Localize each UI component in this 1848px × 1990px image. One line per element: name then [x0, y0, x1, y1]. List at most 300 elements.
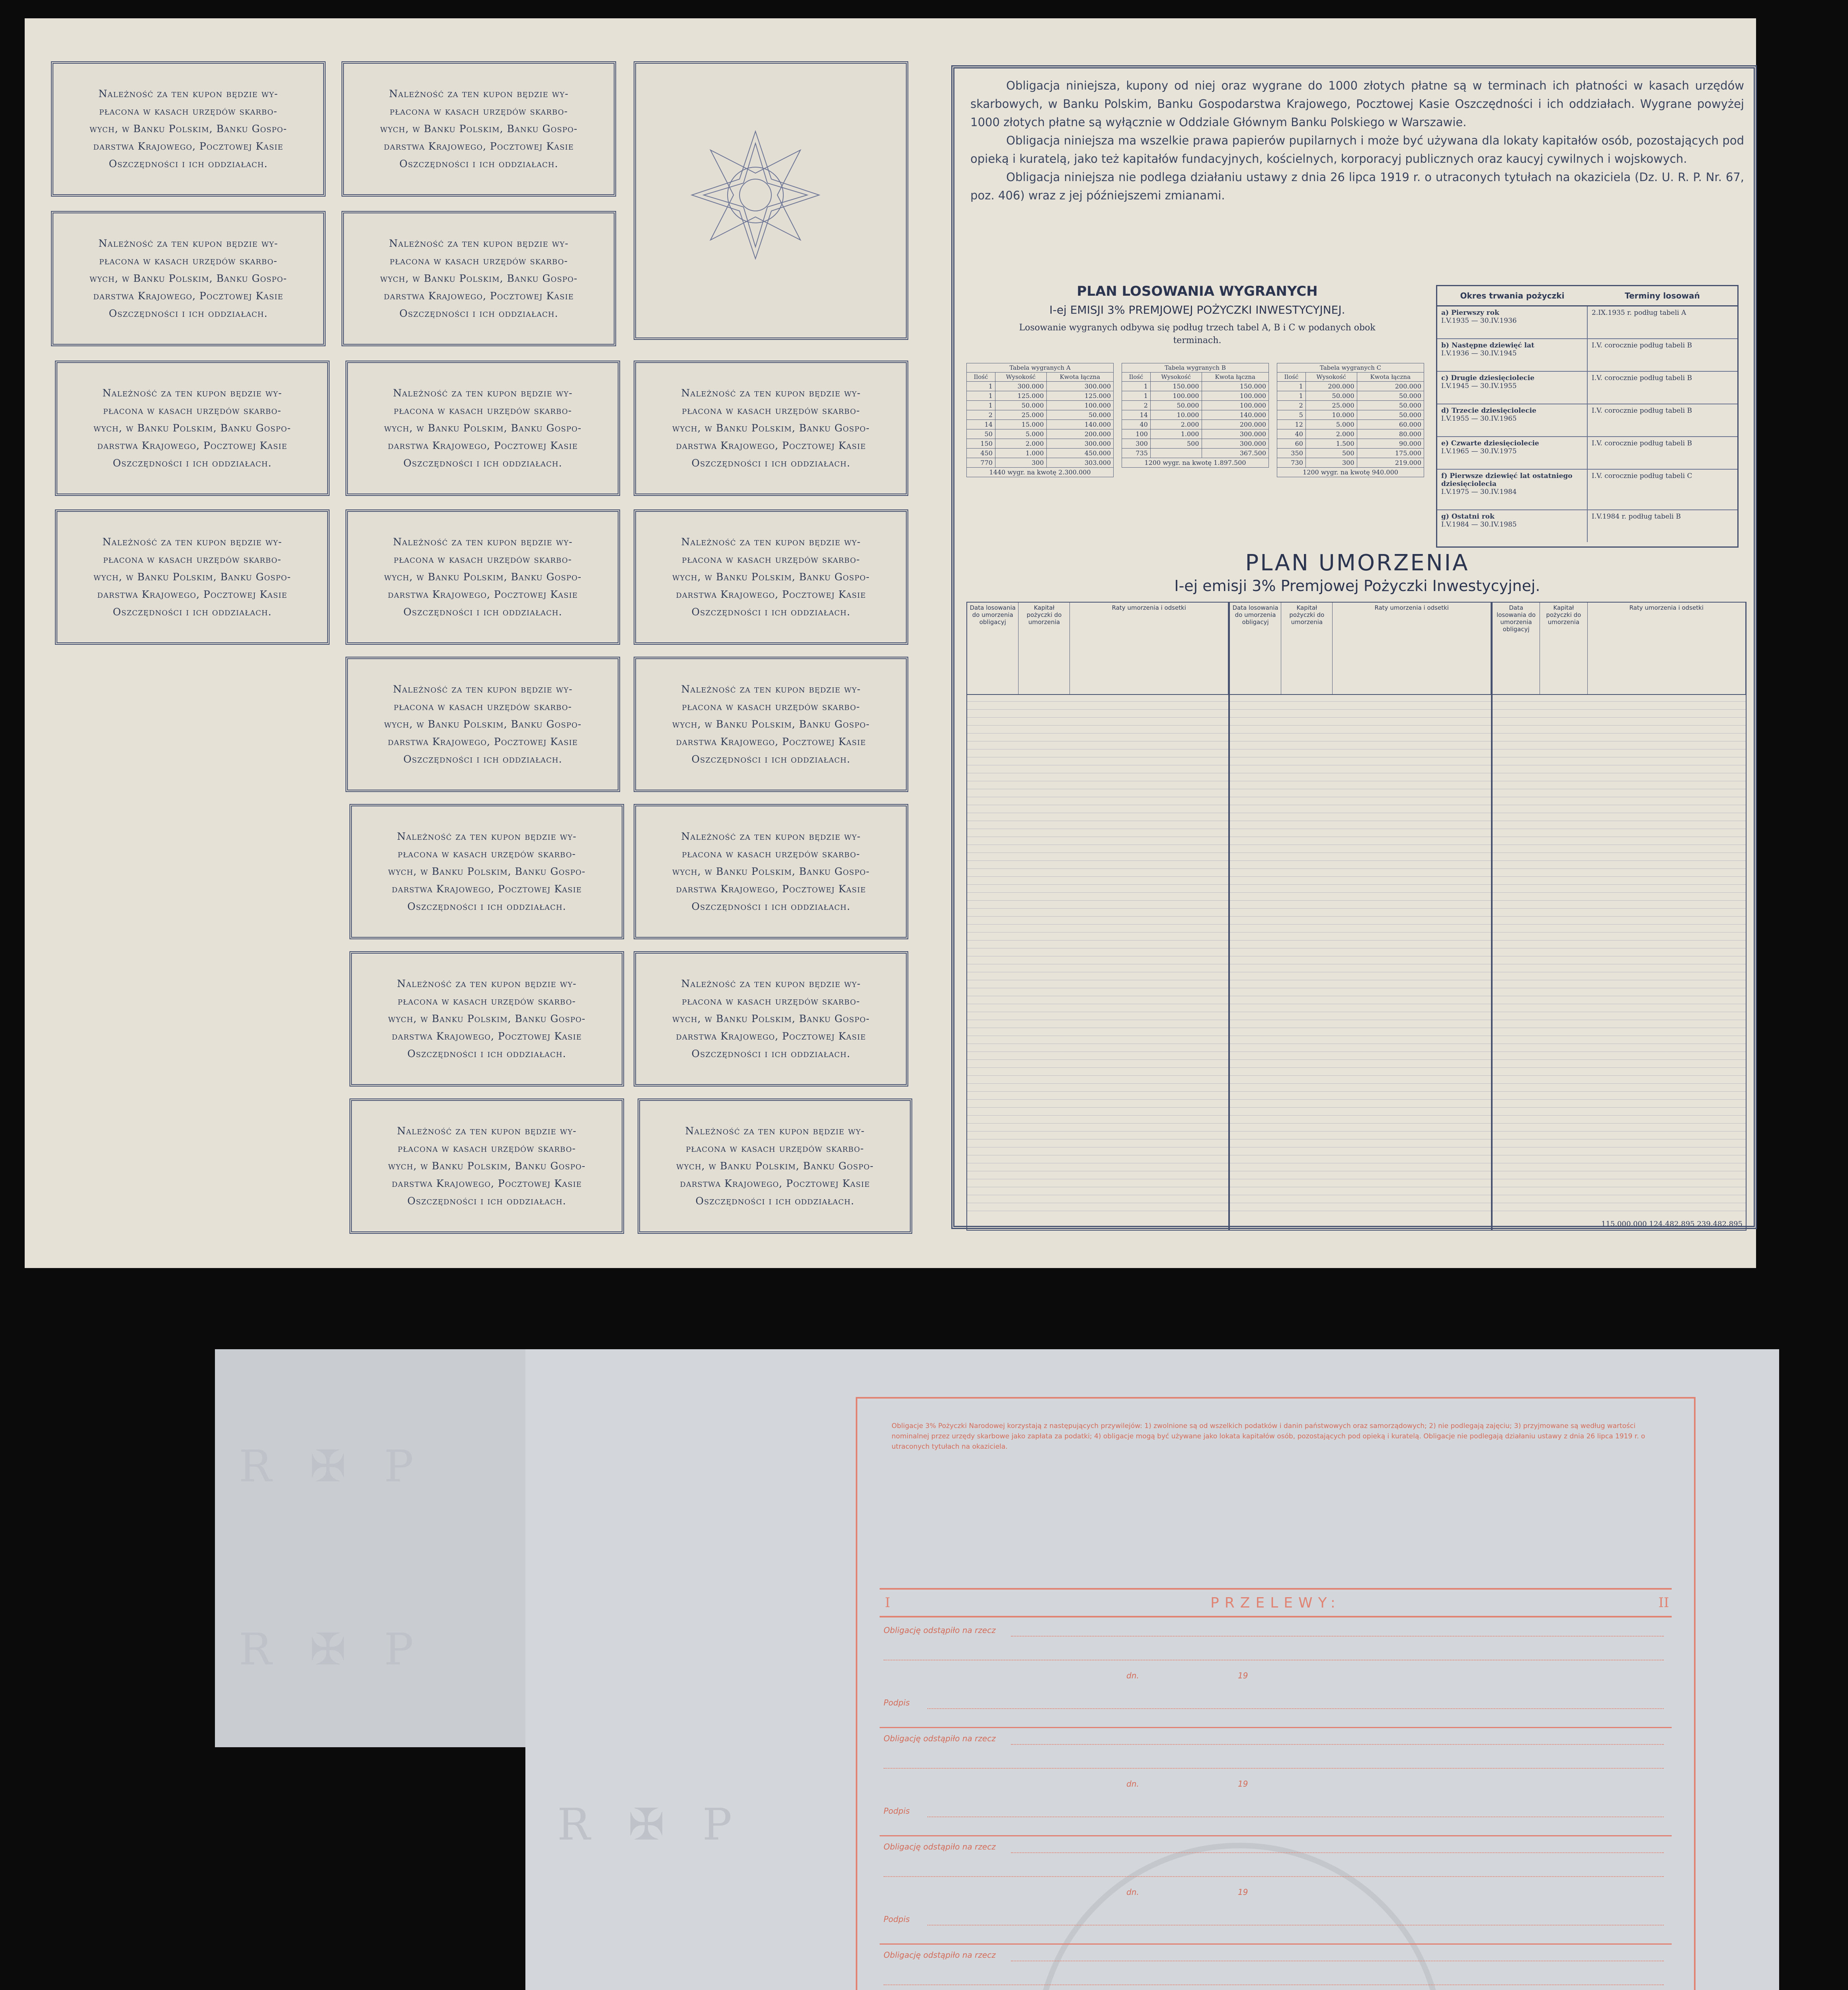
coupon	[349, 804, 624, 939]
coupon-line: wych, w Banku Polskim, Banku Gospo-	[676, 1160, 874, 1172]
table-cell: 2	[967, 410, 995, 420]
table-cell: 2	[1277, 401, 1306, 410]
table-cell: 300.000	[1202, 429, 1268, 439]
table-cell: 100	[1122, 429, 1151, 439]
table-footer: 1200 wygr. na kwotę 1.897.500	[1122, 458, 1269, 468]
table-cell: 219.000	[1357, 458, 1424, 468]
coupon-line: Oszczędności i ich oddziałach.	[691, 901, 851, 912]
coupon	[634, 361, 908, 496]
table-cell: 150.000	[1150, 382, 1202, 391]
coupon-line: płacona w kasach urzędów skarbo-	[99, 105, 277, 117]
table-cell: 1	[1277, 382, 1306, 391]
coupon-line: Oszczędności i ich oddziałach.	[691, 753, 851, 765]
table-cell: 150	[967, 439, 995, 449]
terms-paragraph: Obligacja niniejsza ma wszelkie prawa papierów pupilarnych i może być używana dla lokaty kapitałów osób, pozostających pod opieką i kuratelą, jako też kapitałów fundacyjnych, kościelnych, korporacyj publicznych oraz kaucyj cywilnych i wojskowych.	[970, 134, 1744, 166]
coupon-line: płacona w kasach urzędów skarbo-	[394, 701, 572, 712]
table-row	[1122, 449, 1269, 458]
table-cell: 1	[1122, 391, 1151, 401]
coupon-line: wych, w Banku Polskim, Banku Gospo-	[93, 571, 291, 583]
table-cell: 50.000	[1046, 410, 1113, 420]
period-terms: I.V. corocznie podług tabeli B	[1592, 439, 1692, 447]
period-terms: I.V. corocznie podług tabeli B	[1592, 341, 1692, 349]
coupon-line: płacona w kasach urzędów skarbo-	[686, 1143, 864, 1154]
table-cell: 5.000	[995, 429, 1046, 439]
coupon-line: darstwa Krajowego, Pocztowej Kasie	[388, 440, 578, 451]
schedule-row	[1437, 306, 1737, 339]
table-cell: 12	[1277, 420, 1306, 429]
table-row	[967, 449, 1114, 458]
coupon-line: Należność za ten kupon będzie wy-	[393, 536, 573, 548]
table-cell: 125.000	[1046, 391, 1113, 401]
coupon-line: Oszczędności i ich oddziałach.	[407, 901, 566, 912]
table-body	[1122, 382, 1269, 458]
table-cell: 50.000	[1357, 410, 1424, 420]
col-header: Kapitał pożyczki do umorzenia	[1540, 603, 1587, 694]
transfers-header	[880, 1588, 1672, 1617]
roman-numeral-right: II	[1658, 1595, 1669, 1611]
table-cell: 140.000	[1202, 410, 1268, 420]
table-row	[967, 439, 1114, 449]
col-header: Wysokość	[995, 373, 1046, 382]
table-cell: 500	[1150, 439, 1202, 449]
col-header: Data losowania do umorzenia obligacyj	[1493, 603, 1540, 694]
table-row	[1277, 449, 1424, 458]
col-header: Kapitał pożyczki do umorzenia	[1019, 603, 1070, 694]
coupon	[341, 61, 616, 197]
coupon-line: Oszczędności i ich oddziałach.	[113, 606, 272, 618]
coupon-line: wych, w Banku Polskim, Banku Gospo-	[672, 571, 870, 583]
table-cell: 14	[1122, 410, 1151, 420]
table-cell: 303.000	[1046, 458, 1113, 468]
coupon-line: darstwa Krajowego, Pocztowej Kasie	[392, 1178, 582, 1189]
terms-paragraph: Obligacja niniejsza, kupony od niej oraz wygrane do 1000 złotych płatne są w terminach ich płatności w kasach urzędów skarbowych, w Banku Polskim, Banku Gospodarstwa Krajowego, Pocztowej Kasie Oszczędności i ich oddziałach. Wygrane powyżej 1000 złotych płatne są wyłącznie w Oddziale Głównym Banku Polskiego w Warszawie.	[970, 79, 1744, 129]
watermark: R ✠ P	[557, 1799, 744, 1850]
coupon-line: darstwa Krajowego, Pocztowej Kasie	[388, 589, 578, 600]
assign-label: Obligację odstąpiło na rzecz	[884, 1625, 996, 1635]
coupon-line: darstwa Krajowego, Pocztowej Kasie	[392, 883, 582, 895]
coupon	[345, 361, 620, 496]
table-cell: 100.000	[1150, 391, 1202, 401]
table-row	[1122, 439, 1269, 449]
table-cell: 40	[1122, 420, 1151, 429]
coupon-line: Należność za ten kupon będzie wy-	[397, 978, 577, 989]
table-title: Tabela wygranych B	[1122, 363, 1269, 373]
coupon-line: płacona w kasach urzędów skarbo-	[390, 255, 568, 267]
prize-table-b	[1122, 363, 1269, 468]
table-row	[967, 382, 1114, 391]
coupon-line: Oszczędności i ich oddziałach.	[399, 158, 558, 170]
col-header: Data losowania do umorzenia obligacyj	[967, 603, 1019, 694]
table-cell: 450.000	[1046, 449, 1113, 458]
privileges-notice: Obligacje 3% Pożyczki Narodowej korzystają z następujących przywilejów: 1) zwolnione są od wszelkich podatków i danin państwowych oraz samorządowych; 2) nie podlegają zajęciu; 3) przyjmowane są według wartości nominalnej przez urzędy skarbowe jako zapłata za podatki; 4) obligacje mogą być używane jako lokata kapitałów osób, pozostających pod opieką i kuratelą. Obligacje nie podlegają działaniu ustawy z dnia 26 lipca 1919 r. o utraconych tytułach na okaziciela.	[892, 1422, 1645, 1451]
table-cell: 200.000	[1046, 429, 1113, 439]
table-body	[1277, 382, 1424, 468]
period-name: e) Czwarte dziesięciolecie	[1441, 439, 1539, 447]
coupon-line: Należność za ten kupon będzie wy-	[389, 88, 569, 100]
coupon-line: Należność za ten kupon będzie wy-	[681, 978, 861, 989]
period-range: I.V.1975 — 30.IV.1984	[1441, 488, 1517, 496]
coupon-line: wych, w Banku Polskim, Banku Gospo-	[93, 422, 291, 434]
table-cell: 300	[1122, 439, 1151, 449]
col-header: Raty umorzenia i odsetki	[1333, 603, 1491, 694]
amortization-column	[966, 602, 1229, 1231]
coupon-line: Oszczędności i ich oddziałach.	[691, 457, 851, 469]
table-cell: 50.000	[995, 401, 1046, 410]
bond-terms-panel	[951, 65, 1757, 1229]
coupon-line: płacona w kasach urzędów skarbo-	[682, 848, 860, 860]
table-row	[1277, 382, 1424, 391]
entry-line	[884, 1768, 1664, 1769]
table-cell: 60.000	[1357, 420, 1424, 429]
coupon-line: darstwa Krajowego, Pocztowej Kasie	[676, 589, 866, 600]
coupon-line: płacona w kasach urzędów skarbo-	[682, 405, 860, 416]
coupon	[51, 211, 326, 346]
table-cell: 25.000	[995, 410, 1046, 420]
coupon-line: płacona w kasach urzędów skarbo-	[398, 1143, 576, 1154]
signature-label: Podpis	[884, 1914, 910, 1924]
col-header: Kapitał pożyczki do umorzenia	[1281, 603, 1333, 694]
coupon-line: płacona w kasach urzędów skarbo-	[682, 701, 860, 712]
coupon	[55, 509, 330, 645]
coupon	[634, 657, 908, 792]
coupon-line: wych, w Banku Polskim, Banku Gospo-	[388, 1160, 586, 1172]
watermark: R ✠ P	[239, 1441, 425, 1492]
table-cell: 200.000	[1306, 382, 1357, 391]
year-label: 19	[1238, 1887, 1248, 1897]
coupon-line: Oszczędności i ich oddziałach.	[399, 308, 558, 319]
period-name: a) Pierwszy rok	[1441, 309, 1499, 317]
coupon-line: wych, w Banku Polskim, Banku Gospo-	[672, 1013, 870, 1024]
table-cell: 5.000	[1306, 420, 1357, 429]
losowanie-note: Losowanie wygranych odbywa się podług trzech tabel A, B i C w podanych obok terminach.	[1019, 323, 1376, 345]
table-cell: 1	[1277, 391, 1306, 401]
coupon	[341, 211, 616, 346]
period-range: I.V.1965 — 30.IV.1975	[1441, 447, 1517, 455]
transfer-entry	[880, 1620, 1672, 1728]
table-row	[1277, 410, 1424, 420]
amortization-column	[1492, 602, 1747, 1231]
table-cell: 200.000	[1202, 420, 1268, 429]
drawing-schedule-table	[1436, 285, 1739, 548]
coupon-line: darstwa Krajowego, Pocztowej Kasie	[680, 1178, 870, 1189]
table-row	[967, 420, 1114, 429]
table-row	[967, 401, 1114, 410]
table-row	[1277, 391, 1424, 401]
coupon-line: Oszczędności i ich oddziałach.	[109, 308, 268, 319]
period-name: b) Następne dziewięć lat	[1441, 341, 1534, 349]
schedule-row	[1437, 510, 1737, 542]
schedule-row	[1437, 404, 1737, 437]
guilloche-rosette-panel	[634, 61, 908, 340]
coupon-line: Należność za ten kupon będzie wy-	[397, 1125, 577, 1137]
period-name: g) Ostatni rok	[1441, 513, 1495, 521]
schedule-row	[1437, 372, 1737, 404]
terms-paragraph: Obligacja niniejsza nie podlega działaniu ustawy z dnia 26 lipca 1919 r. o utraconych tytułach na okaziciela (Dz. U. R. P. Nr. 67, poz. 406) wraz z jej późniejszemi zmianami.	[970, 170, 1744, 202]
table-cell: 1.000	[1150, 429, 1202, 439]
signature-line[interactable]	[927, 1925, 1664, 1926]
period-name: d) Trzecie dziesięciolecie	[1441, 407, 1536, 415]
period-terms: I.V. corocznie podług tabeli B	[1592, 374, 1692, 382]
umorzenie-title: PLAN UMORZENIA	[1245, 550, 1469, 576]
table-cell: 5	[1277, 410, 1306, 420]
table-cell: 2	[1122, 401, 1151, 410]
date-label: dn.	[1126, 1671, 1139, 1680]
losowanie-subtitle: I-ej EMISJI 3% PREMJOWEJ POŻYCZKI INWESTYCYJNEJ.	[1049, 303, 1345, 316]
coupon-line: Oszczędności i ich oddziałach.	[113, 457, 272, 469]
table-cell: 1	[967, 382, 995, 391]
table-cell: 60	[1277, 439, 1306, 449]
table-row	[1122, 401, 1269, 410]
coupon-line: Należność za ten kupon będzie wy-	[102, 387, 282, 399]
coupon-line: Oszczędności i ich oddziałach.	[403, 753, 562, 765]
coupon-line: płacona w kasach urzędów skarbo-	[398, 995, 576, 1007]
col-header: Ilość	[1122, 373, 1151, 382]
period-range: I.V.1945 — 30.IV.1955	[1441, 382, 1517, 390]
schedule-row	[1437, 437, 1737, 470]
coupon-line: darstwa Krajowego, Pocztowej Kasie	[97, 440, 287, 451]
coupon-line: płacona w kasach urzędów skarbo-	[394, 554, 572, 565]
table-cell: 140.000	[1046, 420, 1113, 429]
table-cell: 25.000	[1306, 401, 1357, 410]
coupon-line: wych, w Banku Polskim, Banku Gospo-	[388, 866, 586, 877]
schedule-row	[1437, 339, 1737, 372]
table-cell: 125.000	[995, 391, 1046, 401]
umorzenie-subtitle: I-ej emisji 3% Premjowej Pożyczki Inwestycyjnej.	[1174, 577, 1540, 595]
table-cell: 15.000	[995, 420, 1046, 429]
col-header: Kwota łączna	[1046, 373, 1113, 382]
table-cell: 1.500	[1306, 439, 1357, 449]
coupon-line: wych, w Banku Polskim, Banku Gospo-	[384, 718, 582, 730]
table-cell: 10.000	[1150, 410, 1202, 420]
coupon-line: darstwa Krajowego, Pocztowej Kasie	[388, 736, 578, 747]
prize-table-c	[1277, 363, 1424, 477]
coupon-line: Oszczędności i ich oddziałach.	[403, 606, 562, 618]
period-terms: I.V. corocznie podług tabeli B	[1592, 407, 1692, 415]
coupon-line: wych, w Banku Polskim, Banku Gospo-	[672, 718, 870, 730]
table-cell: 300.000	[995, 382, 1046, 391]
table-row	[1277, 429, 1424, 439]
coupon-line: wych, w Banku Polskim, Banku Gospo-	[672, 866, 870, 877]
cut-out-area	[215, 1747, 525, 1990]
table-title: Tabela wygranych C	[1277, 363, 1424, 373]
table-cell: 200.000	[1357, 382, 1424, 391]
table-row	[1122, 382, 1269, 391]
table-cell	[1150, 449, 1202, 458]
coupon	[634, 951, 908, 1087]
table-row	[1277, 439, 1424, 449]
table-cell: 770	[967, 458, 995, 468]
table-cell: 2.000	[995, 439, 1046, 449]
period-terms: I.V.1984 r. podług tabeli B	[1592, 513, 1681, 521]
coupon-line: darstwa Krajowego, Pocztowej Kasie	[93, 290, 283, 302]
coupon-line: wych, w Banku Polskim, Banku Gospo-	[380, 123, 578, 135]
coupon-line: Należność za ten kupon będzie wy-	[685, 1125, 865, 1137]
coupon-line: darstwa Krajowego, Pocztowej Kasie	[676, 736, 866, 747]
coupon-line: płacona w kasach urzędów skarbo-	[394, 405, 572, 416]
signature-label: Podpis	[884, 1806, 910, 1816]
period-name: f) Pierwsze dziewięć lat ostatniego dziesięciolecia	[1441, 472, 1573, 488]
coupon-line: Należność za ten kupon będzie wy-	[98, 238, 278, 249]
coupon-line: Należność za ten kupon będzie wy-	[681, 831, 861, 842]
assign-label: Obligację odstąpiło na rzecz	[884, 1950, 996, 1960]
period-range: I.V.1935 — 30.IV.1936	[1441, 317, 1517, 325]
terms-text	[970, 76, 1744, 205]
table-cell: 50.000	[1357, 401, 1424, 410]
amortization-total: 115.000.000 124.482.895 239.482.895	[1601, 1220, 1743, 1228]
coupon	[349, 1098, 624, 1234]
year-label: 19	[1238, 1779, 1248, 1789]
table-cell: 300.000	[1046, 439, 1113, 449]
coupon	[349, 951, 624, 1087]
period-range: I.V.1984 — 30.IV.1985	[1441, 521, 1517, 529]
table-cell: 100.000	[1202, 391, 1268, 401]
coupon-line: Należność za ten kupon będzie wy-	[102, 536, 282, 548]
table-cell: 14	[967, 420, 995, 429]
coupon-line: darstwa Krajowego, Pocztowej Kasie	[384, 290, 574, 302]
col-header: Kwota łączna	[1202, 373, 1268, 382]
table-rows	[967, 696, 1228, 1214]
table-rows	[1493, 696, 1746, 1214]
entry-line	[884, 1876, 1664, 1877]
losowanie-title: PLAN LOSOWANIA WYGRANYCH	[1077, 283, 1318, 299]
transfer-entry	[880, 1945, 1672, 1990]
table-cell: 10.000	[1306, 410, 1357, 420]
coupon-line: Oszczędności i ich oddziałach.	[403, 457, 562, 469]
col-header: Okres trwania pożyczki	[1460, 291, 1565, 300]
coupon-line: wych, w Banku Polskim, Banku Gospo-	[380, 273, 578, 284]
coupon-line: płacona w kasach urzędów skarbo-	[682, 995, 860, 1007]
table-cell: 735	[1122, 449, 1151, 458]
coupon-line: darstwa Krajowego, Pocztowej Kasie	[676, 1030, 866, 1042]
coupon-line: Należność za ten kupon będzie wy-	[681, 536, 861, 548]
schedule-row	[1437, 470, 1737, 510]
col-header: Kwota łączna	[1357, 373, 1424, 382]
table-cell: 300	[995, 458, 1046, 468]
table-cell: 300.000	[1202, 439, 1268, 449]
table-cell: 50.000	[1306, 391, 1357, 401]
table-footer: 1200 wygr. na kwotę 940.000	[1277, 468, 1424, 477]
coupon-line: darstwa Krajowego, Pocztowej Kasie	[392, 1030, 582, 1042]
coupon-line: płacona w kasach urzędów skarbo-	[99, 255, 277, 267]
transfer-entry	[880, 1728, 1672, 1836]
coupon-line: płacona w kasach urzędów skarbo-	[103, 554, 281, 565]
table-cell: 1	[1122, 382, 1151, 391]
signature-line[interactable]	[927, 1816, 1664, 1817]
table-cell: 175.000	[1357, 449, 1424, 458]
coupon	[345, 509, 620, 645]
coupon	[51, 61, 326, 197]
coupon-line: wych, w Banku Polskim, Banku Gospo-	[384, 571, 582, 583]
table-cell: 450	[967, 449, 995, 458]
col-header: Terminy losowań	[1625, 291, 1700, 300]
col-header: Ilość	[967, 373, 995, 382]
table-row	[967, 410, 1114, 420]
table-cell: 500	[1306, 449, 1357, 458]
coupon-line: Należność za ten kupon będzie wy-	[389, 238, 569, 249]
coupon-line: Należność za ten kupon będzie wy-	[393, 387, 573, 399]
coupon	[634, 804, 908, 939]
coupon-line: darstwa Krajowego, Pocztowej Kasie	[93, 140, 283, 152]
prize-table-a	[966, 363, 1114, 477]
coupon-line: Należność za ten kupon będzie wy-	[681, 387, 861, 399]
coupon-line: Oszczędności i ich oddziałach.	[695, 1195, 855, 1207]
date-label: dn.	[1126, 1779, 1139, 1789]
table-cell: 1	[967, 401, 995, 410]
coupon-line: Należność za ten kupon będzie wy-	[397, 831, 577, 842]
coupon-line: Oszczędności i ich oddziałach.	[407, 1195, 566, 1207]
table-cell: 367.500	[1202, 449, 1268, 458]
rosette-icon	[636, 64, 906, 338]
coupon-line: Oszczędności i ich oddziałach.	[109, 158, 268, 170]
coupon-line: wych, w Banku Polskim, Banku Gospo-	[388, 1013, 586, 1024]
table-cell: 50	[967, 429, 995, 439]
table-row	[967, 391, 1114, 401]
coupon	[638, 1098, 912, 1234]
coupon-line: Oszczędności i ich oddziałach.	[691, 606, 851, 618]
coupon-line: płacona w kasach urzędów skarbo-	[398, 848, 576, 860]
table-cell: 1.000	[995, 449, 1046, 458]
year-label: 19	[1238, 1671, 1248, 1680]
coupon	[55, 361, 330, 496]
table-cell: 2.000	[1306, 429, 1357, 439]
table-cell: 300.000	[1046, 382, 1113, 391]
table-cell: 350	[1277, 449, 1306, 458]
table-row	[1122, 420, 1269, 429]
assign-label: Obligację odstąpiło na rzecz	[884, 1842, 996, 1851]
coupon	[345, 657, 620, 792]
table-row	[1122, 410, 1269, 420]
col-header: Ilość	[1277, 373, 1306, 382]
coupon-line: płacona w kasach urzędów skarbo-	[390, 105, 568, 117]
table-cell: 50.000	[1150, 401, 1202, 410]
table-cell: 2.000	[1150, 420, 1202, 429]
coupon-line: wych, w Banku Polskim, Banku Gospo-	[89, 273, 287, 284]
col-header: Data losowania do umorzenia obligacyj	[1230, 603, 1281, 694]
table-body	[967, 382, 1114, 468]
signature-label: Podpis	[884, 1698, 910, 1707]
amortization-table	[966, 602, 1747, 1228]
table-row	[1277, 458, 1424, 468]
coupon-line: wych, w Banku Polskim, Banku Gospo-	[384, 422, 582, 434]
col-header: Raty umorzenia i odsetki	[1588, 603, 1746, 694]
date-label: dn.	[1126, 1887, 1139, 1897]
entry-line	[1011, 1744, 1664, 1745]
watermark: R ✠ P	[239, 1624, 425, 1675]
table-row	[967, 429, 1114, 439]
entry-line	[884, 1984, 1664, 1985]
amortization-column	[1229, 602, 1492, 1231]
table-cell: 1	[967, 391, 995, 401]
table-cell: 150.000	[1202, 382, 1268, 391]
entry-line	[1011, 1852, 1664, 1853]
period-range: I.V.1936 — 30.IV.1945	[1441, 349, 1517, 357]
coupon-line: Należność za ten kupon będzie wy-	[393, 683, 573, 695]
period-range: I.V.1955 — 30.IV.1965	[1441, 415, 1517, 423]
table-cell: 90.000	[1357, 439, 1424, 449]
roman-numeral-left: I	[885, 1595, 890, 1611]
coupon-line: darstwa Krajowego, Pocztowej Kasie	[384, 140, 574, 152]
col-header: Wysokość	[1306, 373, 1357, 382]
coupon-line: Należność za ten kupon będzie wy-	[98, 88, 278, 100]
signature-line[interactable]	[927, 1708, 1664, 1709]
coupon-line: darstwa Krajowego, Pocztowej Kasie	[97, 589, 287, 600]
table-row	[1277, 401, 1424, 410]
coupon-line: wych, w Banku Polskim, Banku Gospo-	[89, 123, 287, 135]
table-row	[967, 458, 1114, 468]
table-title: Tabela wygranych A	[967, 363, 1114, 373]
table-cell: 730	[1277, 458, 1306, 468]
table-cell: 100.000	[1202, 401, 1268, 410]
